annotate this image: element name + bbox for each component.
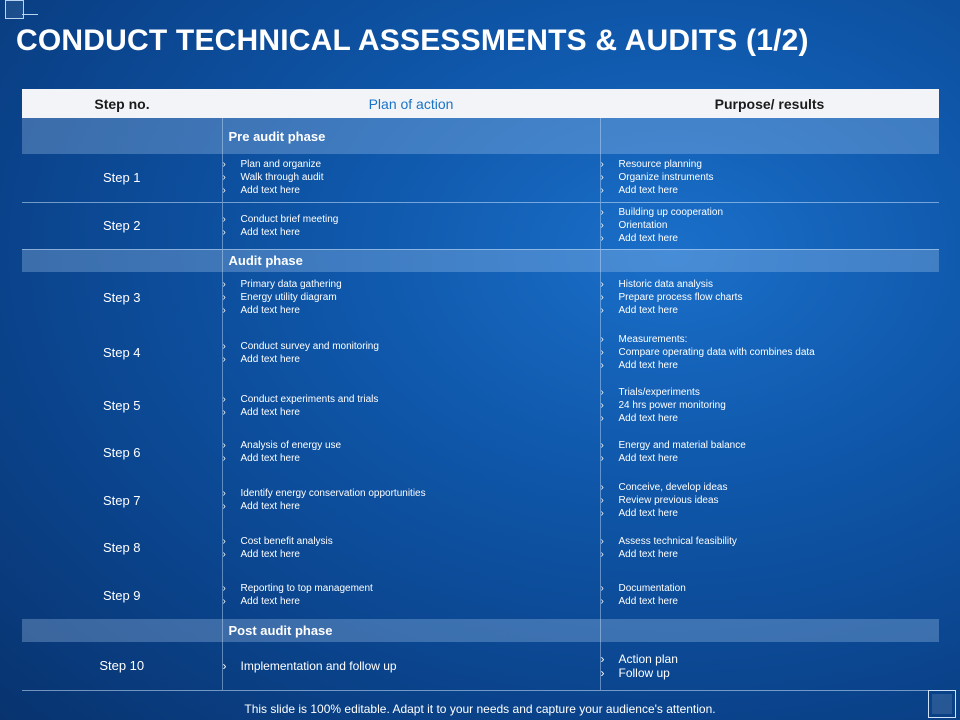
plan-of-action-list-cell [222,272,600,322]
corner-square-decoration [5,0,24,19]
plan-of-action-list [223,582,600,608]
list-item: › Measurements: [601,333,940,346]
list-item: › Historic data analysis [601,278,940,291]
step-number: Step 6 [102,444,141,460]
phase-row-audit [22,249,939,272]
slide-title: CONDUCT TECHNICAL ASSESSMENTS & AUDITS (1/2) [16,24,809,57]
purpose-results-list [601,582,940,608]
step-number: Step 5 [102,398,141,413]
header-purpose-results: Purpose/ results [714,95,825,112]
list-item: › Energy utility diagram [223,291,600,304]
list-item: › Add text here [601,184,940,197]
purpose-results-list-cell [600,383,939,428]
audit-table [22,89,939,691]
list-item: › Assess technical feasibility [601,535,940,548]
plan-of-action-list-cell [222,428,600,476]
list-item: › Add text here [223,226,600,239]
footer-note: This slide is 100% editable. Adapt it to your needs and capture your audience's attention. [244,702,716,716]
list-item: › Add text here [601,232,940,245]
purpose-results-list [601,386,940,425]
purpose-results-list [601,652,940,680]
table-row [22,322,939,383]
purpose-results-list-cell [600,154,939,202]
purpose-results-list [601,206,940,245]
plan-of-action-list [223,535,600,561]
step-number: Step 7 [102,492,141,508]
plan-of-action-list [223,340,600,366]
phase-label: Pre audit phase [222,118,600,154]
purpose-results-list [601,481,940,520]
list-item: › Organize instruments [601,171,940,184]
header-plan-of-action: Plan of action [368,95,454,112]
phase-row-pre-audit [22,118,939,154]
list-item: › Identify energy conservation opportunities [223,487,600,500]
plan-of-action-list [223,278,600,317]
list-item: › Conceive, develop ideas [601,481,940,494]
purpose-results-list-cell [600,272,939,322]
list-item: › Compare operating data with combines data [601,346,940,359]
table-row [22,202,939,249]
plan-of-action-list [223,393,600,419]
plan-of-action-list-cell [222,571,600,619]
list-item: › Add text here [223,353,600,366]
list-item: › Conduct survey and monitoring [223,340,600,353]
list-item: › Add text here [223,500,600,513]
purpose-results-list [601,439,940,465]
list-item: › Reporting to top management [223,582,600,595]
table-row [22,383,939,428]
list-item: › Add text here [223,406,600,419]
list-item: › Add text here [601,304,940,317]
phase-row-post-audit [22,619,939,642]
list-item: › Orientation [601,219,940,232]
plan-of-action-list-cell [222,524,600,571]
list-item: › Cost benefit analysis [223,535,600,548]
list-item: › Walk through audit [223,171,600,184]
purpose-results-list [601,535,940,561]
step-number: Step 10 [22,642,222,690]
purpose-results-list-cell [600,642,939,690]
plan-of-action-list [223,659,600,673]
list-item: › Prepare process flow charts [601,291,940,304]
purpose-results-list-cell [600,428,939,476]
list-item: › Add text here [601,595,940,608]
corner-line-decoration [22,14,38,15]
list-item: › Trials/experiments [601,386,940,399]
list-item: › Add text here [223,452,600,465]
list-item: › Conduct experiments and trials [223,393,600,406]
list-item: › Add text here [601,507,940,520]
plan-of-action-list [223,487,600,513]
table-row [22,476,939,524]
plan-of-action-list [223,439,600,465]
list-item: › Follow up [601,666,940,680]
phase-label: Post audit phase [222,619,600,642]
list-item: › Add text here [223,548,600,561]
purpose-results-list [601,278,940,317]
list-item: › Building up cooperation [601,206,940,219]
header-step-no: Step no. [94,95,150,112]
list-item: › Add text here [601,359,940,372]
plan-of-action-list-cell [222,383,600,428]
list-item: › Action plan [601,652,940,666]
list-item: › Analysis of energy use [223,439,600,452]
list-item: › Review previous ideas [601,494,940,507]
list-item: › Add text here [601,548,940,561]
list-item: › Add text here [223,595,600,608]
table-row [22,428,939,476]
list-item: › Implementation and follow up [223,659,600,673]
list-item: › Conduct brief meeting [223,213,600,226]
list-item: › Plan and organize [223,158,600,171]
plan-of-action-list [223,213,600,239]
table-row [22,571,939,619]
plan-of-action-list-cell [222,322,600,383]
step-number: Step 2 [22,202,222,249]
plan-of-action-list-cell [222,202,600,249]
purpose-results-list-cell [600,476,939,524]
phase-label: Audit phase [222,249,600,272]
purpose-results-list-cell [600,524,939,571]
step-number: Step 9 [102,587,141,603]
purpose-results-list [601,333,940,372]
list-item: › 24 hrs power monitoring [601,399,940,412]
table-row [22,642,939,690]
list-item: › Energy and material balance [601,439,940,452]
table-row [22,524,939,571]
table-header-row [22,89,939,118]
step-number: Step 3 [102,289,141,305]
step-number: Step 8 [102,540,141,555]
list-item: › Documentation [601,582,940,595]
plan-of-action-list-cell [222,154,600,202]
purpose-results-list-cell [600,202,939,249]
purpose-results-list [601,158,940,197]
list-item: › Primary data gathering [223,278,600,291]
plan-of-action-list [223,158,600,197]
purpose-results-list-cell [600,571,939,619]
table-row [22,272,939,322]
table-row [22,154,939,202]
step-number: Step 4 [102,345,141,360]
step-number: Step 1 [22,154,222,202]
list-item: › Add text here [223,184,600,197]
plan-of-action-list-cell [222,642,600,690]
list-item: › Add text here [601,412,940,425]
plan-of-action-list-cell [222,476,600,524]
list-item: › Resource planning [601,158,940,171]
corner-square-decoration [928,690,956,718]
list-item: › Add text here [223,304,600,317]
purpose-results-list-cell [600,322,939,383]
list-item: › Add text here [601,452,940,465]
